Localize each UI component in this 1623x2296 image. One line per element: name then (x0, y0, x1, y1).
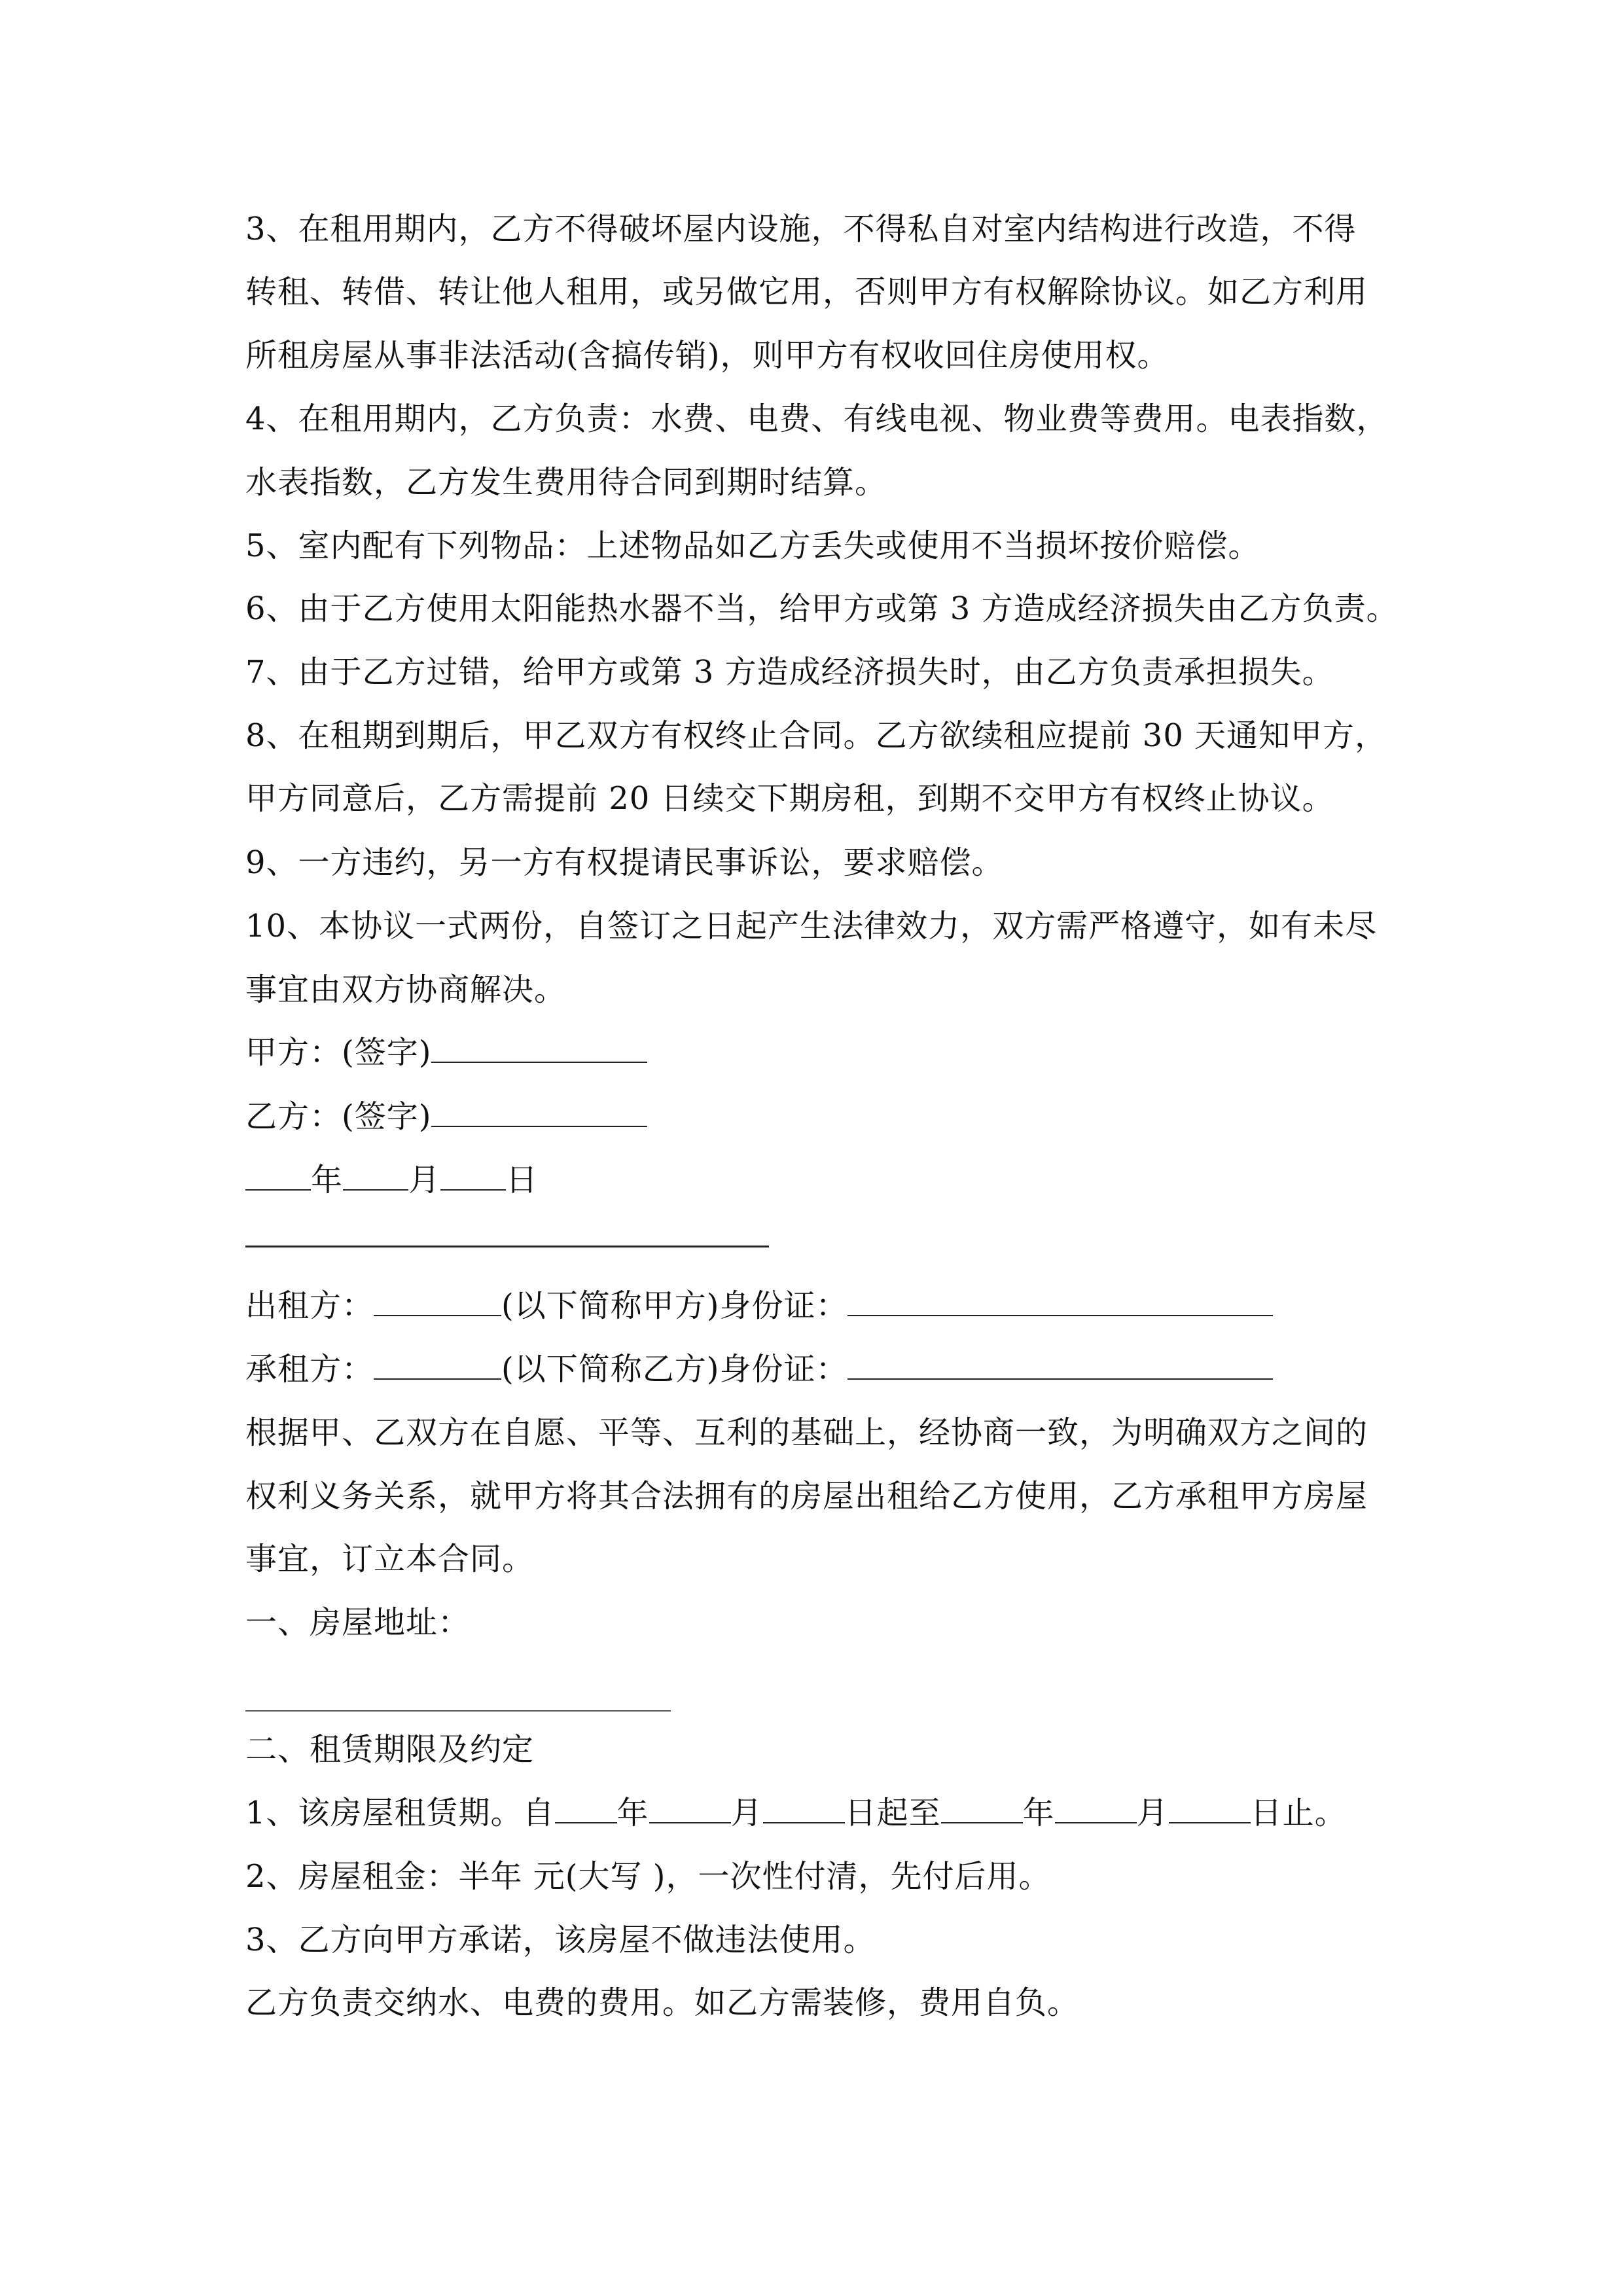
preamble-line: 事宜，订立本合同。 (245, 1541, 535, 1577)
clause-line: 甲方同意后，乙方需提前 20 日续交下期房租，到期不交甲方有权终止协议。 (245, 780, 1334, 817)
month-field[interactable] (343, 1160, 408, 1191)
party-a-signature-field[interactable] (431, 1033, 647, 1063)
lessor-line (245, 1286, 1273, 1325)
day-field[interactable] (440, 1160, 506, 1191)
month-label: 月 (408, 1162, 441, 1198)
clause-line: 2、房屋租金：半年 元(大写 )，一次性付清，先付后用。 (245, 1858, 1051, 1895)
clause-line: 7、由于乙方过错，给甲方或第 3 方造成经济损失时，由乙方负责承担损失。 (245, 654, 1334, 691)
end-month-field[interactable] (1055, 1793, 1137, 1823)
lessor-id-field[interactable] (847, 1286, 1273, 1316)
preamble-line: 根据甲、乙双方在自愿、平等、互利的基础上，经协商一致，为明确双方之间的 (245, 1414, 1368, 1451)
clause-line: 9、一方违约，另一方有权提请民事诉讼，要求赔偿。 (245, 844, 1004, 881)
clause-line: 所租房屋从事非法活动(含搞传销)，则甲方有权收回住房使用权。 (245, 337, 1169, 374)
lessee-abbr: (以下简称乙方)身份证： (501, 1351, 848, 1388)
party-b-label: 乙方：(签字) (245, 1098, 432, 1135)
term-year-label: 年 (616, 1795, 649, 1831)
term-day-to-label: 日止。 (1250, 1795, 1347, 1831)
day-label: 日 (506, 1162, 539, 1198)
section-divider (245, 1246, 769, 1247)
signature-date (245, 1160, 538, 1200)
clause-line: 4、在租用期内，乙方负责：水费、电费、有线电视、物业费等费用。电表指数， (245, 401, 1389, 437)
lessee-label: 承租方： (245, 1351, 374, 1388)
start-day-field[interactable] (763, 1793, 845, 1823)
term-prefix: 1、该房屋租赁期。自 (245, 1795, 555, 1831)
end-year-field[interactable] (941, 1793, 1023, 1823)
term-day-from-label: 日起至 (844, 1795, 941, 1831)
lessee-name-field[interactable] (374, 1350, 501, 1380)
section-2-title: 二、租赁期限及约定 (245, 1731, 535, 1768)
clause-line: 3、乙方向甲方承诺，该房屋不做违法使用。 (245, 1922, 876, 1958)
section-1-title: 一、房屋地址： (245, 1604, 471, 1641)
start-year-field[interactable] (555, 1793, 617, 1823)
clause-line: 水表指数，乙方发生费用待合同到期时结算。 (245, 464, 887, 501)
party-a-label: 甲方：(签字) (245, 1034, 432, 1071)
lessee-id-field[interactable] (847, 1350, 1273, 1380)
clause-line: 8、在租期到期后，甲乙双方有权终止合同。乙方欲续租应提前 30 天通知甲方， (245, 717, 1387, 754)
party-b-signature (245, 1097, 647, 1136)
lease-term-line (245, 1793, 1347, 1833)
clause-line: 3、在租用期内，乙方不得破坏屋内设施，不得私自对室内结构进行改造，不得 (245, 211, 1357, 247)
lessor-abbr: (以下简称甲方)身份证： (501, 1287, 848, 1324)
term-month-label-2: 月 (1136, 1795, 1169, 1831)
year-label: 年 (311, 1162, 344, 1198)
party-b-signature-field[interactable] (431, 1097, 647, 1127)
lessee-line (245, 1350, 1273, 1389)
clause-line: 事宜由双方协商解决。 (245, 971, 567, 1008)
year-field[interactable] (245, 1160, 311, 1191)
term-year-label-2: 年 (1022, 1795, 1055, 1831)
lessor-label: 出租方： (245, 1287, 374, 1324)
start-month-field[interactable] (649, 1793, 731, 1823)
end-day-field[interactable] (1169, 1793, 1251, 1823)
preamble-line: 权利义务关系，就甲方将其合法拥有的房屋出租给乙方使用，乙方承租甲方房屋 (245, 1478, 1368, 1515)
clause-line: 乙方负责交纳水、电费的费用。如乙方需装修，费用自负。 (245, 1984, 1080, 2021)
lessor-name-field[interactable] (374, 1286, 501, 1316)
clause-line: 5、室内配有下列物品：上述物品如乙方丢失或使用不当损坏按价赔偿。 (245, 528, 1260, 564)
clause-line: 6、由于乙方使用太阳能热水器不当，给甲方或第 3 方造成经济损失由乙方负责。 (245, 590, 1399, 627)
term-month-label: 月 (730, 1795, 763, 1831)
clause-line: 10、本协议一式两份，自签订之日起产生法律效力，双方需严格遵守，如有未尽 (245, 908, 1378, 944)
address-field[interactable] (245, 1710, 671, 1712)
clause-line: 转租、转借、转让他人租用，或另做它用，否则甲方有权解除协议。如乙方利用 (245, 274, 1368, 310)
party-a-signature (245, 1033, 647, 1072)
